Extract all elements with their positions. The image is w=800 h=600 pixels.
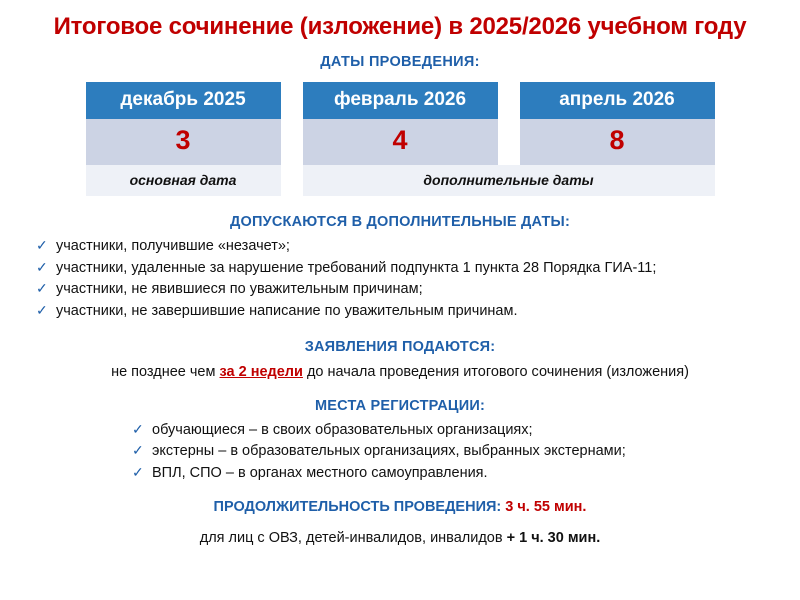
list-item xyxy=(36,280,800,299)
applications-text xyxy=(0,364,800,380)
list-item xyxy=(132,442,800,461)
date-card-april xyxy=(520,82,715,165)
list-item xyxy=(36,259,800,278)
dates-cards xyxy=(0,82,800,165)
check-icon: ✓ xyxy=(132,420,144,437)
ovz-line xyxy=(0,530,800,546)
dates-captions xyxy=(0,165,800,196)
list-item-text: экстерны – в образовательных организациях, выбранных экстернами; xyxy=(152,443,626,460)
ovz-extra: + 1 ч. 30 мин. xyxy=(506,530,601,547)
dates-heading: ДАТЫ ПРОВЕДЕНИЯ: xyxy=(320,54,480,71)
check-icon: ✓ xyxy=(36,302,48,319)
list-item xyxy=(132,464,800,483)
date-card-month: декабрь 2025 xyxy=(86,82,281,119)
admission-heading: ДОПУСКАЮТСЯ В ДОПОЛНИТЕЛЬНЫЕ ДАТЫ: xyxy=(230,214,570,231)
date-card-december xyxy=(86,82,281,165)
list-item-text: участники, не явившиеся по уважительным причинам; xyxy=(56,281,423,298)
caption-main-date: основная дата xyxy=(86,165,281,196)
caption-additional-dates: дополнительные даты xyxy=(303,165,715,196)
date-card-day: 3 xyxy=(86,119,281,165)
date-card-month: апрель 2026 xyxy=(520,82,715,119)
date-card-day: 4 xyxy=(303,119,498,165)
list-item-text: участники, получившие «незачет»; xyxy=(56,238,290,255)
applications-text-before: не позднее чем xyxy=(111,363,216,380)
list-item-text: ВПЛ, СПО – в органах местного самоуправления. xyxy=(152,464,488,481)
date-card-february xyxy=(303,82,498,165)
date-card-day: 8 xyxy=(520,119,715,165)
registration-list xyxy=(0,421,800,483)
list-item-text: участники, не завершившие написание по уважительным причинам. xyxy=(56,303,518,320)
registration-heading: МЕСТА РЕГИСТРАЦИИ: xyxy=(315,397,485,414)
ovz-text: для лиц с ОВЗ, детей-инвалидов, инвалидов xyxy=(199,530,503,547)
duration-line xyxy=(0,499,800,515)
check-icon: ✓ xyxy=(36,280,48,297)
duration-value: 3 ч. 55 мин. xyxy=(505,499,587,516)
check-icon: ✓ xyxy=(132,442,144,459)
list-item xyxy=(36,237,800,256)
list-item xyxy=(36,302,800,321)
applications-text-after: до начала проведения итогового сочинения (изложения) xyxy=(306,363,689,380)
check-icon: ✓ xyxy=(36,258,48,275)
applications-highlight: за 2 недели xyxy=(219,363,303,380)
list-item-text: участники, удаленные за нарушение требований подпункта 1 пункта 28 Порядка ГИА-11; xyxy=(56,259,657,276)
duration-label: ПРОДОЛЖИТЕЛЬНОСТЬ ПРОВЕДЕНИЯ: xyxy=(213,499,502,516)
check-icon: ✓ xyxy=(36,237,48,254)
list-item xyxy=(132,421,800,440)
applications-heading: ЗАЯВЛЕНИЯ ПОДАЮТСЯ: xyxy=(304,338,496,355)
date-card-month: февраль 2026 xyxy=(303,82,498,119)
check-icon: ✓ xyxy=(132,463,144,480)
admission-list xyxy=(0,237,800,320)
list-item-text: обучающиеся – в своих образовательных организациях; xyxy=(152,421,533,438)
page-title: Итоговое сочинение (изложение) в 2025/2026 учебном году xyxy=(53,13,747,40)
